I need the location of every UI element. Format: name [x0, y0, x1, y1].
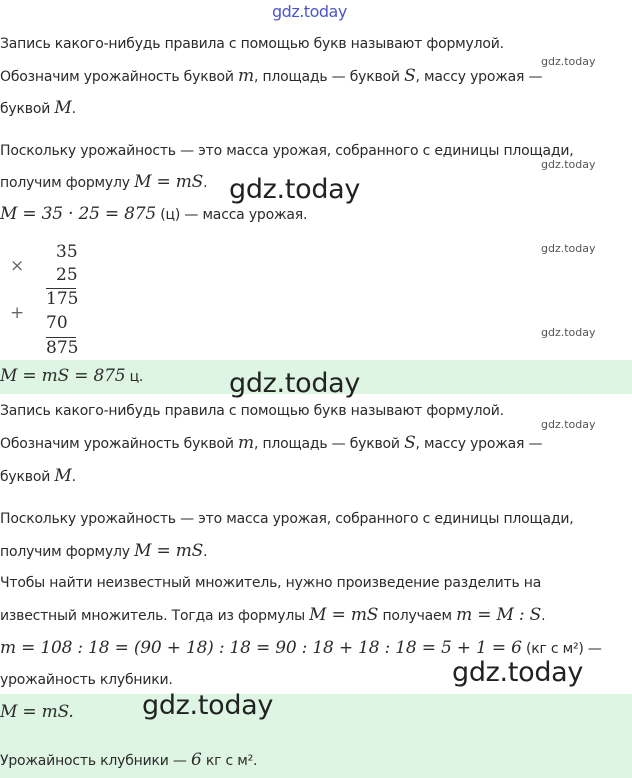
- mult-row: 35: [56, 242, 78, 262]
- mult-row: 70: [46, 313, 68, 333]
- notation-line-2: буквой M.: [0, 98, 76, 118]
- definition-line: Запись какого-нибудь правила с помощью букв называют формулой.: [0, 403, 504, 419]
- watermark-small: gdz.today: [541, 55, 596, 68]
- formula-line: получим формулу M = mS.: [0, 172, 208, 192]
- watermark-small: gdz.today: [541, 242, 596, 255]
- final-answer: Урожайность клубники — 6 кг с м².: [0, 750, 258, 770]
- plus-sign: +: [10, 303, 25, 323]
- rule-line-2: известный множитель. Тогда из формулы M = mS получаем m = M : S.: [0, 605, 546, 625]
- watermark-small: gdz.today: [541, 326, 596, 339]
- watermark-big: gdz.today: [229, 174, 361, 205]
- mult-row: 175: [46, 289, 79, 309]
- formula-line: получим формулу M = mS.: [0, 541, 208, 561]
- times-sign: ×: [10, 256, 25, 276]
- answer-formula: M = mS.: [0, 702, 74, 722]
- watermark-small: gdz.today: [541, 158, 596, 171]
- notation-line: Обозначим урожайность буквой m, площадь — буквой S, массу урожая —: [0, 66, 543, 86]
- explanation-line: Поскольку урожайность — это масса урожая, собранного с единицы площади,: [0, 511, 574, 527]
- answer-line: M = mS = 875 ц.: [0, 366, 144, 386]
- explanation-line: Поскольку урожайность — это масса урожая, собранного с единицы площади,: [0, 143, 574, 159]
- watermark-big: gdz.today: [452, 657, 584, 688]
- rule-line: Чтобы найти неизвестный множитель, нужно произведение разделить на: [0, 575, 542, 591]
- definition-line: Запись какого-нибудь правила с помощью букв называют формулой.: [0, 36, 504, 52]
- watermark-small: gdz.today: [541, 418, 596, 431]
- watermark-big: gdz.today: [229, 368, 361, 399]
- watermark-big: gdz.today: [142, 690, 274, 721]
- calc-line: m = 108 : 18 = (90 + 18) : 18 = 90 : 18 + 18 : 18 = 5 + 1 = 6 (кг с м²) —: [0, 638, 602, 658]
- watermark-top: gdz.today: [272, 2, 347, 21]
- calc-line: M = 35 · 25 = 875 (ц) — масса урожая.: [0, 204, 308, 224]
- mult-row: 875: [46, 338, 79, 358]
- notation-line: Обозначим урожайность буквой m, площадь — буквой S, массу урожая —: [0, 433, 543, 453]
- mult-row: 25: [56, 265, 78, 285]
- notation-line-2: буквой M.: [0, 466, 76, 486]
- result-line: урожайность клубники.: [0, 672, 173, 688]
